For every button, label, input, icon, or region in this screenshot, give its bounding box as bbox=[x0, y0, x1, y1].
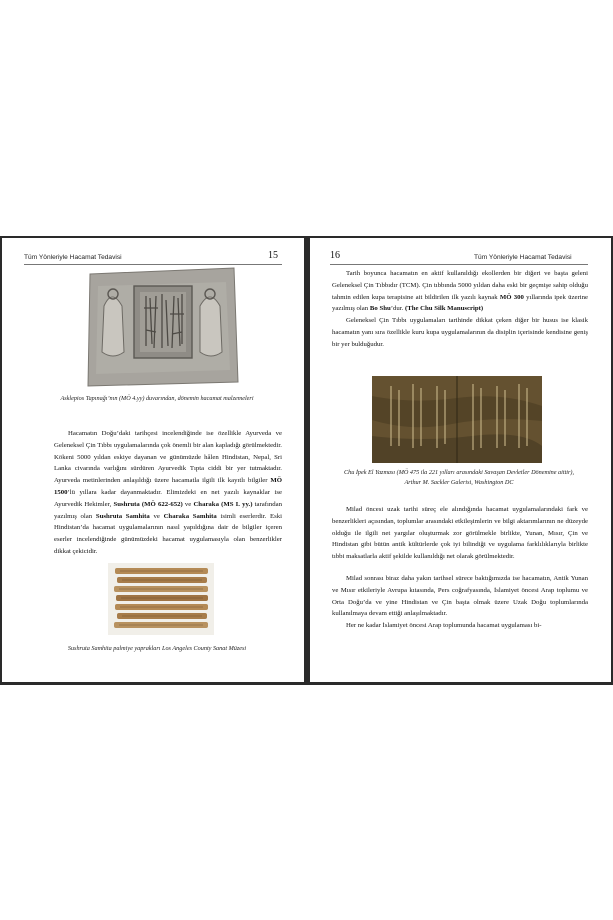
body-paragraph: Milad öncesi uzak tarihi süreç ele alındığında hacamat uygulamalarındaki fark ve benzerlikleri açısından, toplumlar arasındaki etkileşimlerin ve bilgi aktarımlarının ne düzeyde olduğu ile ilgili net yargılar oluşturmak zor görülmekle birlikte, Yunan, Mısır, Çin ve Hindistan gibi bütün antik kültürlerde çok iyi bilindiği ve uygulama farklılıklarıyla birlikte tıbbi maksatlarla aktif şekilde kullanıldığı net olarak görülmektedir. bbox=[332, 506, 588, 561]
body-paragraph: Her ne kadar İslamiyet öncesi Arap toplumunda hacamat uygulaması bi- bbox=[346, 622, 542, 630]
palm-leaf-manuscript-image bbox=[108, 563, 214, 635]
figure-caption: Chu İpek El Yazması (MÖ 475 ila 221 yılları arasındaki Savaşan Devletler Dönemine aittir), Arthur M. Sackler Galerisi, Washington DC bbox=[343, 469, 575, 486]
figure-caption: Sushruta Samhita palmiye yaprakları Los Angeles County Sanat Müzesi bbox=[67, 645, 247, 652]
body-paragraph: Milad sonrası biraz daha yakın tarihsel sürece baktığımızda ise hacamatın, Antik Yunan ve Mısır etkileriyle Avrupa kıtasında, Pers coğrafyasında, İslamiyet öncesi Arap toplumu ve Orta Doğu’da ve yine Hindistan ve Çin başta olmak üzere Uzak Doğu toplumlarında kullanılmaya devam ettiği anlaşılmaktadır. bbox=[332, 574, 588, 618]
figure-caption: Asklepios Tapınağı’nın (MÖ 4.yy) duvarından, dönemin hacamat malzemeleri bbox=[60, 395, 254, 402]
silk-manuscript-image bbox=[372, 376, 542, 463]
body-paragraph: Geleneksel Çin Tıbbı uygulamaları tarihinde dikkat çeken diğer bir husus ise klasik hacamatın yanı sıra özellikle kuru kupa uygulamalarının da disiplin içerisinde kendisine geniş bir yer bulduğudur. bbox=[332, 317, 588, 348]
stone-relief-image bbox=[84, 264, 240, 390]
body-text-block bbox=[332, 504, 588, 632]
page-number: 16 bbox=[330, 250, 340, 261]
running-head: Tüm Yönleriyle Hacamat Tedavisi bbox=[24, 254, 122, 261]
body-paragraph: Hacamatın Doğu’daki tarihçesi incelendiğinde ise özellikle Ayurveda ve Geleneksel Çin Tıbbı uygulamalarında çok önemli bir alan kapladığı görülmektedir. Kökeni 5000 yıldan eskiye dayanan ve günümüzde hâlen Hindistan, Nepal, Sri Lanka civarında varlığını sürdüren Ayurvedik Tıpta ciddi bir yer tutmaktadır. Ayurveda metinlerinden anlaşıldığı üzere hacamatla ilgili ilk kayıtlı bilgiler MÖ 1500’lü yıllara kadar dayanmaktadır. Elimizdeki en net yazılı kaynaklar ise Ayurvedik Hekimler, Sushruta (MÖ 622-652) ve Charaka (MS I. yy.) tarafından yazılmış olan Sushruta Samhita ve Charaka Samhita isimli eserlerdir. Eski Hindistan’da hacamat uygulamalarının nasıl yapıldığına dair de bilgiler içeren eserler incelendiğinde günümüzdeki hacamat uygulamasıyla olan benzerlikler dikkat çekicidir. bbox=[54, 430, 282, 555]
header-rule bbox=[330, 264, 588, 265]
page-number: 15 bbox=[268, 250, 278, 261]
left-page bbox=[2, 238, 304, 682]
body-paragraph: Tarih boyunca hacamatın en aktif kullanıldığı ekollerden bir diğeri ve başta geleni Geleneksel Çin Tıbbıdır (TCM). Çin tıbbında 5000 yıldan daha eski bir geçmişe sahip olduğu tahmin edilen kupa terapisine ait bildirilen ilk yazılı kaynak MÖ 300 yıllarında ipek üzerine yazılmış olan Bo Shu’dur. (The Chu Silk Manuscript) Geleneksel Çin Tıbbı uygulamaları tarihinde dikkat çeken diğer bir husus ise klasik hacamatın yanı sıra özellikle kuru kupa uygulamalarının da disiplin içerisinde kendisine geniş bir yer bulduğudur. bbox=[332, 268, 588, 351]
right-page bbox=[310, 238, 611, 682]
running-head: Tüm Yönleriyle Hacamat Tedavisi bbox=[474, 254, 572, 261]
